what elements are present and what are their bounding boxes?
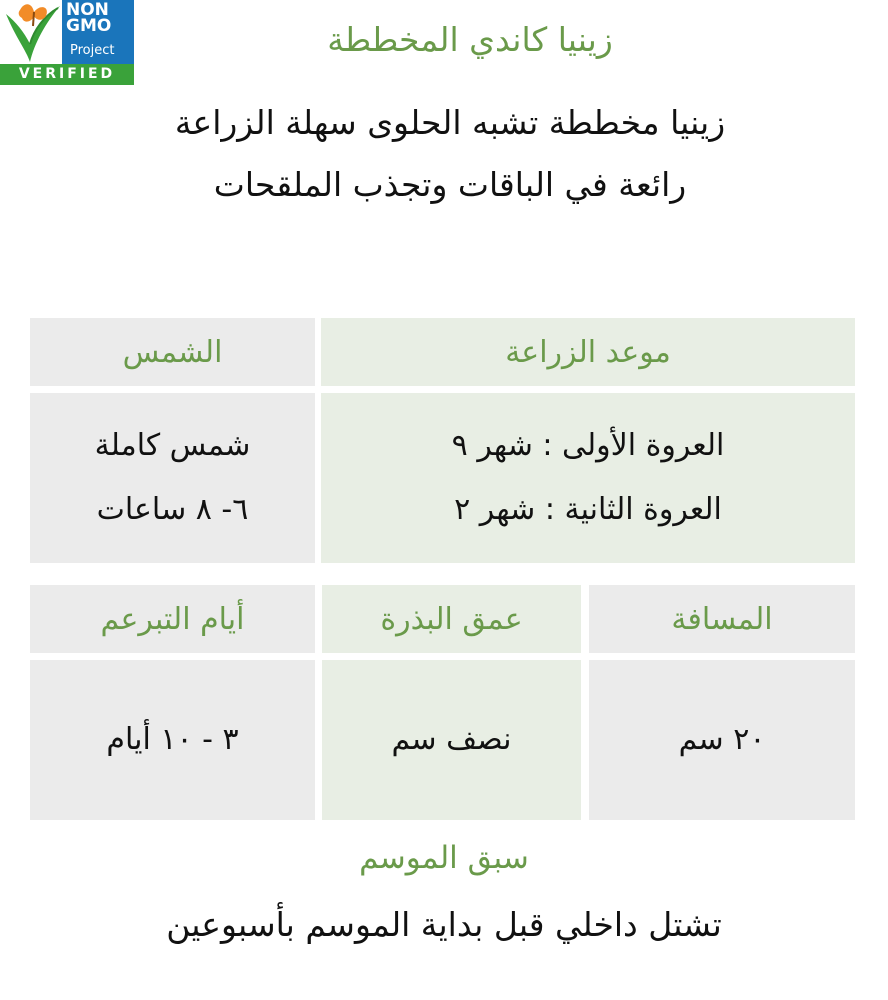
- sun-value-line-2: ٦- ٨ ساعات: [96, 492, 249, 527]
- badge-non: NON: [66, 0, 109, 20]
- spacing-header: المسافة: [589, 585, 855, 653]
- germination-days-value: ٣ - ١٠ أيام: [30, 660, 315, 820]
- sun-header: الشمس: [30, 318, 315, 386]
- sun-value-line-1: شمس كاملة: [94, 428, 251, 463]
- badge-project: Project: [70, 43, 115, 58]
- season-text: تشتل داخلي قبل بداية الموسم بأسبوعين: [166, 905, 722, 944]
- description-line-2: رائعة في الباقات وتجذب الملقحات: [213, 165, 687, 204]
- planting-date-value: [321, 393, 855, 563]
- germination-days-header: أيام التبرعم: [30, 585, 315, 653]
- badge-nongmo-text: [66, 2, 132, 34]
- non-gmo-badge: [0, 0, 134, 85]
- planting-line-2: العروة الثانية : شهر ٢: [454, 492, 722, 527]
- spacing-value: ٢٠ سم: [589, 660, 855, 820]
- product-title: زينيا كاندي المخططة: [327, 20, 613, 59]
- description-line-1: زينيا مخططة تشبه الحلوى سهلة الزراعة: [174, 103, 726, 142]
- planting-date-header: موعد الزراعة: [321, 318, 855, 386]
- badge-verified: VERIFIED: [0, 64, 134, 85]
- seed-depth-value: نصف سم: [322, 660, 581, 820]
- butterfly-leaf-icon: [0, 0, 62, 64]
- product-description: [60, 92, 840, 216]
- seed-depth-header: عمق البذرة: [322, 585, 581, 653]
- badge-gmo: GMO: [66, 16, 112, 36]
- season-title: سبق الموسم: [359, 840, 529, 876]
- sun-value: [30, 393, 315, 563]
- planting-line-1: العروة الأولى : شهر ٩: [451, 428, 725, 463]
